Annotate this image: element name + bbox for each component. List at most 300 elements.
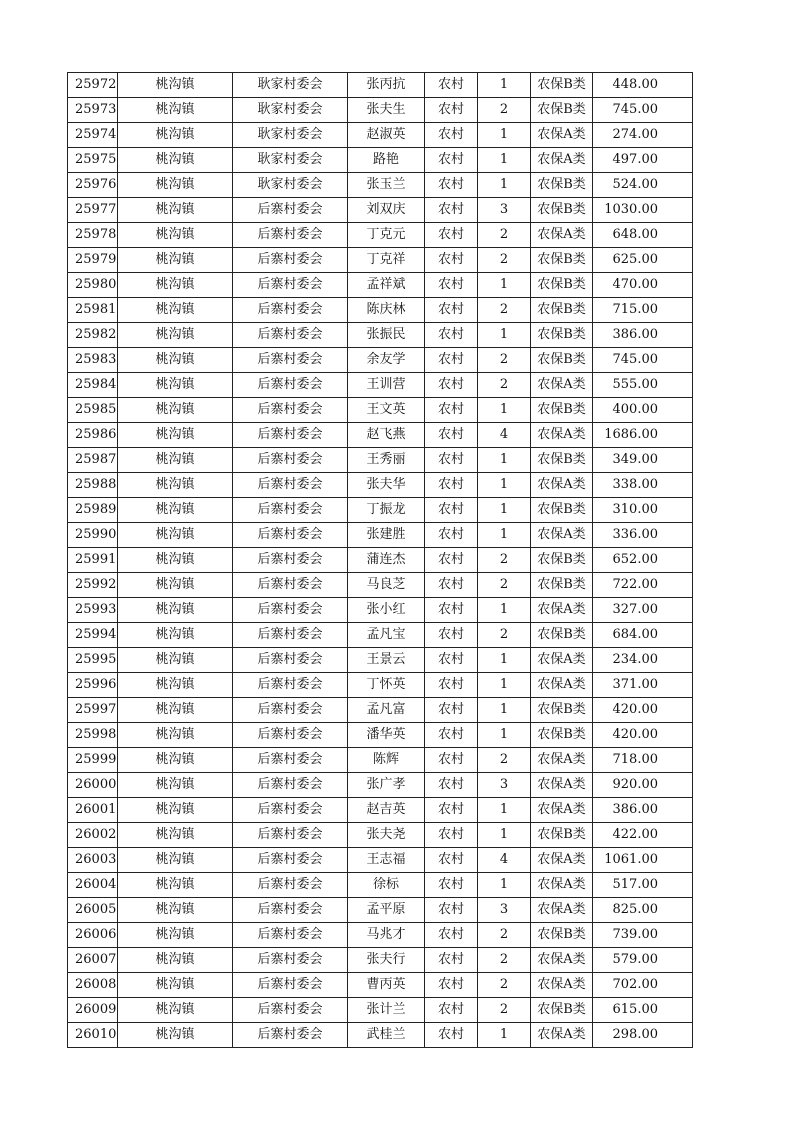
cell-id: 25983 [68,348,118,373]
cell-town: 桃沟镇 [118,548,233,573]
cell-village: 后寨村委会 [233,648,348,673]
table-row [68,223,693,248]
cell-name: 张夫尧 [348,823,425,848]
cell-town: 桃沟镇 [118,398,233,423]
cell-village: 后寨村委会 [233,298,348,323]
cell-name: 丁振龙 [348,498,425,523]
cell-area: 农村 [425,273,478,298]
cell-id: 25972 [68,73,118,98]
cell-amt: 745.00 [593,98,693,123]
data-table [67,72,693,1048]
table-row [68,598,693,623]
cell-village: 后寨村委会 [233,948,348,973]
cell-name: 潘华英 [348,723,425,748]
cell-town: 桃沟镇 [118,998,233,1023]
cell-name: 张夫华 [348,473,425,498]
table-row [68,373,693,398]
cell-amt: 400.00 [593,398,693,423]
cell-count: 2 [478,748,531,773]
table-row [68,498,693,523]
cell-name: 武桂兰 [348,1023,425,1048]
cell-area: 农村 [425,923,478,948]
cell-village: 后寨村委会 [233,573,348,598]
table-row [68,698,693,723]
cell-town: 桃沟镇 [118,73,233,98]
cell-area: 农村 [425,998,478,1023]
cell-village: 耿家村委会 [233,173,348,198]
table-row [68,973,693,998]
cell-amt: 422.00 [593,823,693,848]
cell-town: 桃沟镇 [118,198,233,223]
table-row [68,523,693,548]
cell-town: 桃沟镇 [118,748,233,773]
cell-name: 曹丙英 [348,973,425,998]
cell-category: 农保A类 [531,848,593,873]
cell-name: 王志福 [348,848,425,873]
table-row [68,73,693,98]
cell-name: 徐标 [348,873,425,898]
cell-amt: 386.00 [593,323,693,348]
table-row [68,548,693,573]
cell-amt: 625.00 [593,248,693,273]
cell-category: 农保B类 [531,923,593,948]
cell-category: 农保A类 [531,898,593,923]
cell-village: 后寨村委会 [233,798,348,823]
cell-village: 后寨村委会 [233,923,348,948]
cell-amt: 371.00 [593,673,693,698]
cell-name: 路艳 [348,148,425,173]
cell-category: 农保B类 [531,573,593,598]
cell-village: 后寨村委会 [233,998,348,1023]
cell-area: 农村 [425,1023,478,1048]
cell-town: 桃沟镇 [118,248,233,273]
cell-village: 后寨村委会 [233,423,348,448]
cell-village: 后寨村委会 [233,498,348,523]
cell-id: 25988 [68,473,118,498]
cell-town: 桃沟镇 [118,423,233,448]
cell-name: 张建胜 [348,523,425,548]
cell-category: 农保A类 [531,148,593,173]
cell-area: 农村 [425,548,478,573]
cell-amt: 648.00 [593,223,693,248]
cell-name: 马良芝 [348,573,425,598]
cell-category: 农保B类 [531,273,593,298]
cell-id: 25979 [68,248,118,273]
cell-count: 2 [478,998,531,1023]
cell-village: 后寨村委会 [233,1023,348,1048]
cell-town: 桃沟镇 [118,298,233,323]
cell-id: 25993 [68,598,118,623]
cell-town: 桃沟镇 [118,448,233,473]
cell-village: 后寨村委会 [233,223,348,248]
cell-category: 农保A类 [531,1023,593,1048]
cell-village: 后寨村委会 [233,273,348,298]
cell-town: 桃沟镇 [118,673,233,698]
cell-category: 农保B类 [531,823,593,848]
cell-town: 桃沟镇 [118,1023,233,1048]
cell-category: 农保B类 [531,323,593,348]
cell-count: 1 [478,173,531,198]
cell-count: 2 [478,948,531,973]
cell-count: 1 [478,73,531,98]
cell-area: 农村 [425,823,478,848]
cell-id: 25999 [68,748,118,773]
cell-count: 2 [478,548,531,573]
cell-count: 2 [478,98,531,123]
cell-count: 2 [478,223,531,248]
cell-town: 桃沟镇 [118,173,233,198]
cell-amt: 739.00 [593,923,693,948]
cell-amt: 470.00 [593,273,693,298]
cell-name: 余友学 [348,348,425,373]
cell-town: 桃沟镇 [118,598,233,623]
cell-area: 农村 [425,148,478,173]
cell-amt: 310.00 [593,498,693,523]
cell-area: 农村 [425,98,478,123]
cell-count: 1 [478,323,531,348]
cell-amt: 1030.00 [593,198,693,223]
cell-town: 桃沟镇 [118,223,233,248]
cell-name: 孟凡富 [348,698,425,723]
cell-name: 丁怀英 [348,673,425,698]
cell-name: 陈辉 [348,748,425,773]
cell-id: 26008 [68,973,118,998]
cell-name: 孟祥斌 [348,273,425,298]
cell-village: 耿家村委会 [233,73,348,98]
cell-area: 农村 [425,398,478,423]
cell-id: 25991 [68,548,118,573]
cell-category: 农保A类 [531,773,593,798]
cell-id: 26002 [68,823,118,848]
cell-village: 后寨村委会 [233,448,348,473]
table-row [68,398,693,423]
cell-id: 25984 [68,373,118,398]
cell-id: 25998 [68,723,118,748]
table-row [68,423,693,448]
cell-name: 王训营 [348,373,425,398]
cell-amt: 327.00 [593,598,693,623]
cell-id: 25978 [68,223,118,248]
cell-category: 农保A类 [531,673,593,698]
cell-village: 后寨村委会 [233,348,348,373]
cell-id: 26004 [68,873,118,898]
cell-id: 25987 [68,448,118,473]
table-row [68,923,693,948]
cell-village: 后寨村委会 [233,698,348,723]
cell-village: 后寨村委会 [233,598,348,623]
cell-town: 桃沟镇 [118,848,233,873]
cell-village: 后寨村委会 [233,398,348,423]
cell-name: 张振民 [348,323,425,348]
cell-area: 农村 [425,773,478,798]
cell-village: 后寨村委会 [233,773,348,798]
cell-village: 后寨村委会 [233,523,348,548]
cell-name: 张夫行 [348,948,425,973]
cell-area: 农村 [425,498,478,523]
cell-village: 后寨村委会 [233,873,348,898]
cell-id: 26005 [68,898,118,923]
cell-id: 25985 [68,398,118,423]
table-row [68,323,693,348]
cell-area: 农村 [425,598,478,623]
cell-category: 农保B类 [531,248,593,273]
cell-town: 桃沟镇 [118,523,233,548]
cell-name: 丁克祥 [348,248,425,273]
cell-town: 桃沟镇 [118,923,233,948]
cell-id: 25994 [68,623,118,648]
cell-area: 农村 [425,423,478,448]
cell-count: 1 [478,723,531,748]
cell-id: 25973 [68,98,118,123]
cell-count: 1 [478,148,531,173]
table-row [68,298,693,323]
table-row [68,798,693,823]
cell-amt: 298.00 [593,1023,693,1048]
cell-id: 26009 [68,998,118,1023]
cell-category: 农保A类 [531,648,593,673]
table-row [68,948,693,973]
table-row [68,898,693,923]
cell-category: 农保B类 [531,298,593,323]
cell-count: 1 [478,673,531,698]
cell-town: 桃沟镇 [118,948,233,973]
cell-amt: 524.00 [593,173,693,198]
table-row [68,848,693,873]
table-body [68,73,693,1048]
cell-amt: 234.00 [593,648,693,673]
cell-count: 2 [478,623,531,648]
cell-amt: 920.00 [593,773,693,798]
cell-name: 张玉兰 [348,173,425,198]
cell-category: 农保B类 [531,623,593,648]
table-row [68,98,693,123]
cell-count: 2 [478,348,531,373]
cell-category: 农保B类 [531,698,593,723]
cell-count: 4 [478,848,531,873]
cell-id: 25977 [68,198,118,223]
cell-area: 农村 [425,223,478,248]
cell-amt: 349.00 [593,448,693,473]
cell-area: 农村 [425,123,478,148]
cell-id: 25997 [68,698,118,723]
cell-category: 农保B类 [531,98,593,123]
cell-name: 马兆才 [348,923,425,948]
cell-area: 农村 [425,523,478,548]
cell-category: 农保B类 [531,548,593,573]
cell-count: 2 [478,973,531,998]
cell-amt: 615.00 [593,998,693,1023]
cell-amt: 555.00 [593,373,693,398]
cell-category: 农保A类 [531,873,593,898]
cell-id: 25980 [68,273,118,298]
cell-area: 农村 [425,873,478,898]
cell-village: 后寨村委会 [233,748,348,773]
cell-count: 1 [478,648,531,673]
cell-category: 农保A类 [531,798,593,823]
cell-amt: 722.00 [593,573,693,598]
table-row [68,823,693,848]
cell-town: 桃沟镇 [118,323,233,348]
cell-amt: 718.00 [593,748,693,773]
cell-category: 农保B类 [531,448,593,473]
table-row [68,748,693,773]
cell-name: 赵飞燕 [348,423,425,448]
cell-town: 桃沟镇 [118,148,233,173]
cell-category: 农保B类 [531,173,593,198]
cell-area: 农村 [425,323,478,348]
cell-town: 桃沟镇 [118,723,233,748]
cell-count: 3 [478,773,531,798]
cell-id: 25981 [68,298,118,323]
cell-category: 农保A类 [531,748,593,773]
cell-id: 26010 [68,1023,118,1048]
cell-count: 1 [478,273,531,298]
cell-name: 王景云 [348,648,425,673]
cell-town: 桃沟镇 [118,573,233,598]
cell-town: 桃沟镇 [118,648,233,673]
cell-name: 张夫生 [348,98,425,123]
cell-village: 后寨村委会 [233,373,348,398]
cell-town: 桃沟镇 [118,698,233,723]
cell-category: 农保A类 [531,123,593,148]
cell-id: 26007 [68,948,118,973]
table-row [68,123,693,148]
cell-town: 桃沟镇 [118,873,233,898]
cell-count: 2 [478,573,531,598]
cell-category: 农保A类 [531,948,593,973]
cell-name: 张广孝 [348,773,425,798]
cell-area: 农村 [425,698,478,723]
cell-count: 3 [478,198,531,223]
cell-village: 后寨村委会 [233,323,348,348]
cell-amt: 336.00 [593,523,693,548]
cell-area: 农村 [425,448,478,473]
cell-id: 25995 [68,648,118,673]
cell-amt: 1686.00 [593,423,693,448]
cell-amt: 386.00 [593,798,693,823]
cell-id: 25990 [68,523,118,548]
cell-count: 1 [478,873,531,898]
cell-amt: 420.00 [593,698,693,723]
cell-category: 农保B类 [531,998,593,1023]
cell-count: 1 [478,598,531,623]
cell-count: 1 [478,523,531,548]
cell-village: 后寨村委会 [233,973,348,998]
cell-village: 后寨村委会 [233,723,348,748]
cell-village: 后寨村委会 [233,623,348,648]
cell-area: 农村 [425,348,478,373]
cell-village: 耿家村委会 [233,98,348,123]
cell-town: 桃沟镇 [118,273,233,298]
cell-area: 农村 [425,673,478,698]
table-row [68,173,693,198]
cell-amt: 420.00 [593,723,693,748]
table-row [68,248,693,273]
cell-count: 1 [478,498,531,523]
cell-amt: 702.00 [593,973,693,998]
cell-area: 农村 [425,648,478,673]
cell-village: 后寨村委会 [233,198,348,223]
cell-area: 农村 [425,848,478,873]
table-row [68,723,693,748]
cell-name: 王秀丽 [348,448,425,473]
cell-town: 桃沟镇 [118,898,233,923]
cell-town: 桃沟镇 [118,823,233,848]
cell-town: 桃沟镇 [118,348,233,373]
cell-name: 孟平原 [348,898,425,923]
cell-count: 4 [478,423,531,448]
cell-category: 农保B类 [531,73,593,98]
cell-town: 桃沟镇 [118,98,233,123]
cell-name: 张计兰 [348,998,425,1023]
cell-area: 农村 [425,723,478,748]
cell-area: 农村 [425,623,478,648]
cell-area: 农村 [425,898,478,923]
cell-village: 耿家村委会 [233,148,348,173]
cell-area: 农村 [425,173,478,198]
cell-count: 2 [478,298,531,323]
cell-area: 农村 [425,373,478,398]
table-row [68,348,693,373]
cell-town: 桃沟镇 [118,773,233,798]
table-row [68,773,693,798]
cell-amt: 684.00 [593,623,693,648]
cell-town: 桃沟镇 [118,798,233,823]
cell-category: 农保A类 [531,598,593,623]
cell-town: 桃沟镇 [118,123,233,148]
cell-area: 农村 [425,948,478,973]
cell-village: 后寨村委会 [233,823,348,848]
cell-count: 2 [478,373,531,398]
cell-id: 25986 [68,423,118,448]
cell-name: 赵淑英 [348,123,425,148]
cell-amt: 652.00 [593,548,693,573]
table-row [68,273,693,298]
cell-village: 后寨村委会 [233,673,348,698]
cell-category: 农保A类 [531,423,593,448]
cell-town: 桃沟镇 [118,473,233,498]
cell-id: 26006 [68,923,118,948]
table-row [68,198,693,223]
table-row [68,873,693,898]
cell-amt: 825.00 [593,898,693,923]
table-row [68,448,693,473]
table-row [68,148,693,173]
cell-village: 后寨村委会 [233,473,348,498]
cell-id: 25982 [68,323,118,348]
cell-category: 农保B类 [531,723,593,748]
cell-village: 后寨村委会 [233,848,348,873]
cell-town: 桃沟镇 [118,373,233,398]
cell-category: 农保B类 [531,348,593,373]
cell-category: 农保A类 [531,373,593,398]
cell-count: 3 [478,898,531,923]
cell-area: 农村 [425,748,478,773]
cell-amt: 338.00 [593,473,693,498]
cell-count: 1 [478,123,531,148]
cell-count: 1 [478,823,531,848]
cell-id: 25996 [68,673,118,698]
cell-category: 农保A类 [531,223,593,248]
cell-count: 1 [478,473,531,498]
cell-id: 25976 [68,173,118,198]
cell-village: 后寨村委会 [233,898,348,923]
table-row [68,673,693,698]
table-row [68,623,693,648]
cell-category: 农保B类 [531,498,593,523]
cell-amt: 448.00 [593,73,693,98]
table-row [68,998,693,1023]
